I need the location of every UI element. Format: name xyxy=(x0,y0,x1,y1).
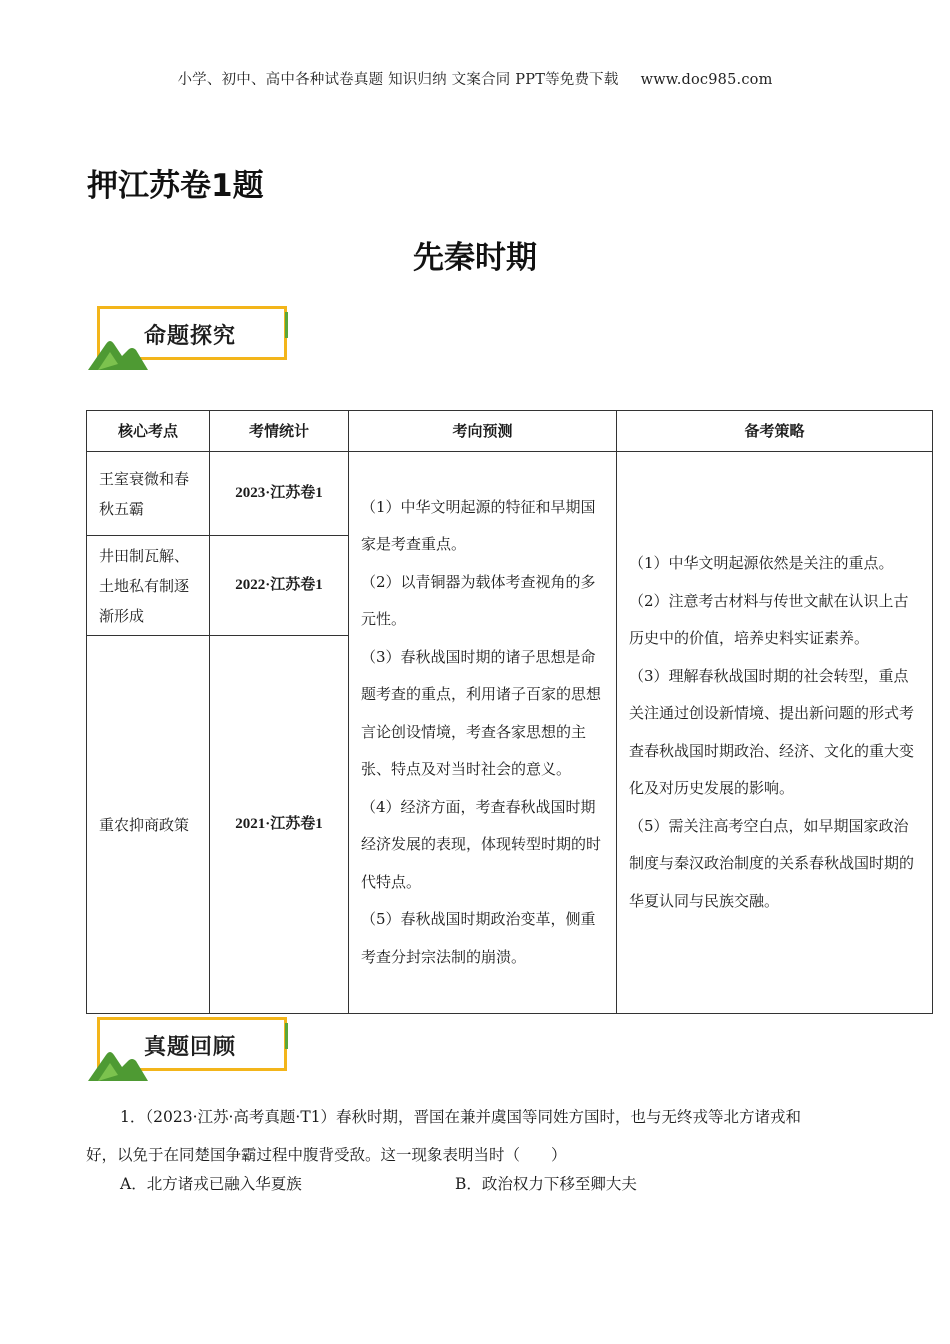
table-header-row xyxy=(87,411,933,452)
page-subtitle: 先秦时期 xyxy=(413,240,537,276)
prediction-cell xyxy=(349,452,617,1014)
option-b[interactable]: B．政治权力下移至卿大夫 xyxy=(455,1175,637,1193)
table-row xyxy=(87,452,933,536)
topic-cell: 王室衰微和春秋五霸 xyxy=(87,452,210,536)
option-a[interactable]: A．北方诸戎已融入华夏族 xyxy=(120,1175,302,1193)
strategy-item: （3）理解春秋战国时期的社会转型，重点关注通过创设新情境、提出新问题的形式考查春秋战国时期政治、经济、文化的重大变化及对历史发展的影响。 xyxy=(629,666,915,797)
badge-tick xyxy=(285,312,288,338)
stat-cell: 2023·江苏卷1 xyxy=(210,452,349,536)
prediction-item: （2）以青铜器为载体考查视角的多元性。 xyxy=(361,572,596,629)
section-badge-explore xyxy=(88,306,298,372)
exam-plan-table xyxy=(86,410,933,1014)
prediction-item: （5）春秋战国时期政治变革，侧重考查分封宗法制的崩溃。 xyxy=(361,910,596,966)
prediction-item: （1）中华文明起源的特征和早期国家是考查重点。 xyxy=(361,497,596,554)
strategy-cell xyxy=(617,452,933,1014)
question-stem-line2: 好，以免于在同楚国争霸过程中腹背受敌。这一现象表明当时（ ） xyxy=(86,1146,567,1164)
header-stats: 考情统计 xyxy=(210,411,349,452)
question-1 xyxy=(86,1098,866,1174)
question-stem-line1: 1．（2023·江苏·高考真题·T1）春秋时期，晋国在兼并虞国等同姓方国时，也与无终戎等北方诸戎和 xyxy=(120,1108,802,1126)
strategy-item: （2）注意考古材料与传世文献在认识上古历史中的价值，培养史料实证素养。 xyxy=(629,591,909,647)
header-strategy: 备考策略 xyxy=(617,411,933,452)
header-core-topic: 核心考点 xyxy=(87,411,210,452)
topic-cell: 井田制瓦解、土地私有制逐渐形成 xyxy=(87,536,210,636)
badge-label-review: 真题回顾 xyxy=(144,1035,237,1060)
mountain-icon xyxy=(88,1045,148,1083)
stat-cell: 2022·江苏卷1 xyxy=(210,536,349,636)
strategy-item: （5）需关注高考空白点，如早期国家政治制度与秦汉政治制度的关系春秋战国时期的华夏认同与民族交融。 xyxy=(629,816,915,910)
stat-cell: 2021·江苏卷1 xyxy=(210,636,349,1014)
strategy-item: （1）中华文明起源依然是关注的重点。 xyxy=(629,554,894,572)
page-title: 押江苏卷1题 xyxy=(87,168,264,204)
header-text: 小学、初中、高中各种试卷真题 知识归纳 文案合同 PPT等免费下载 xyxy=(177,72,619,88)
badge-label-explore: 命题探究 xyxy=(144,324,237,349)
mountain-icon xyxy=(88,334,148,372)
section-badge-review xyxy=(88,1017,298,1083)
badge-tick xyxy=(285,1023,288,1049)
prediction-item: （3）春秋战国时期的诸子思想是命题考查的重点，利用诸子百家的思想言论创设情境，考查各家思想的主张、特点及对当时社会的意义。 xyxy=(361,647,602,779)
question-number: 1． xyxy=(120,1108,146,1126)
topic-cell: 重农抑商政策 xyxy=(87,636,210,1014)
header-prediction: 考向预测 xyxy=(349,411,617,452)
prediction-item: （4）经济方面，考查春秋战国时期经济发展的表现，体现转型时期的时代特点。 xyxy=(361,797,602,891)
page-header xyxy=(0,68,950,89)
header-site-link[interactable]: www.doc985.com xyxy=(640,72,773,88)
